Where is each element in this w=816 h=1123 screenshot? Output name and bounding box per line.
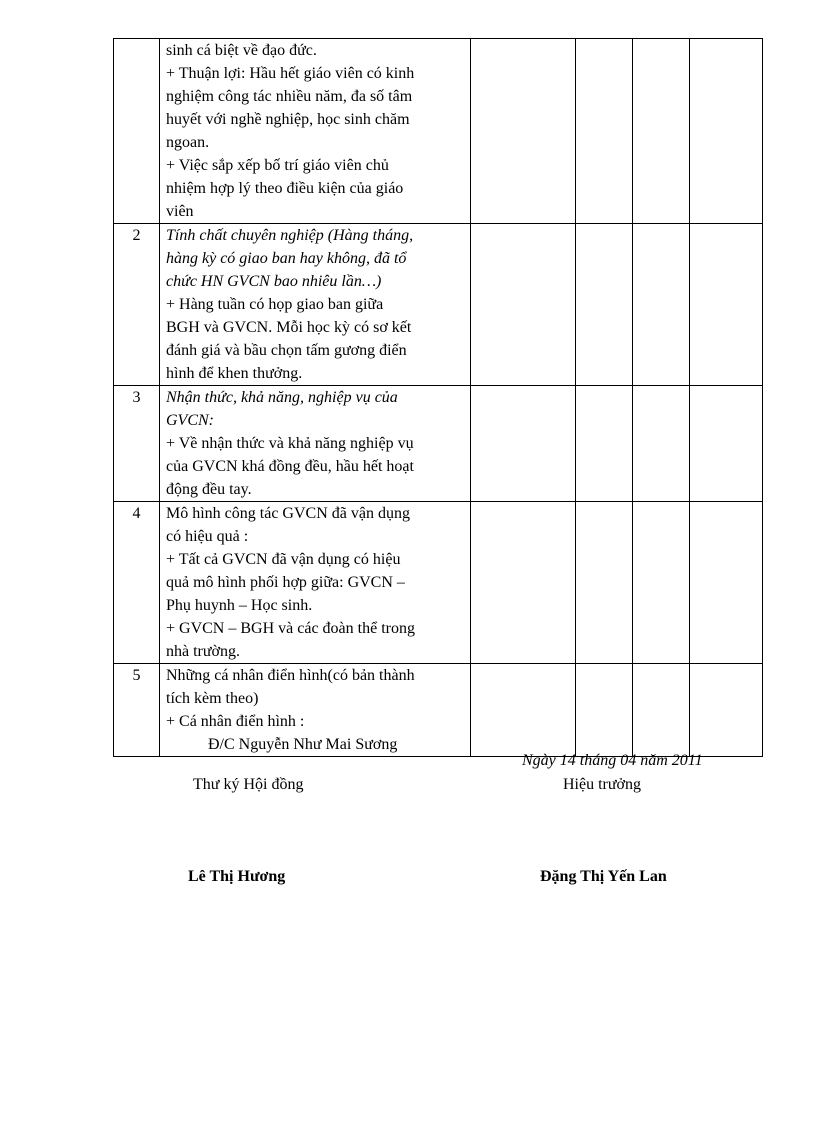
empty-cell [576, 502, 633, 664]
table-row [114, 224, 763, 386]
content-line: của GVCN khá đồng đều, hầu hết hoạt [166, 458, 414, 475]
content-line: Mô hình công tác GVCN đã vận dụng [166, 505, 410, 522]
empty-cell [633, 502, 690, 664]
content-line: nhiệm hợp lý theo điều kiện của giáo [166, 180, 404, 197]
content-line: Đ/C Nguyễn Như Mai Sương [208, 736, 398, 753]
table-row [114, 39, 763, 224]
empty-cell [471, 224, 576, 386]
empty-cell [471, 502, 576, 664]
row-number [114, 39, 160, 224]
row-content [160, 224, 471, 386]
content-line: có hiệu quả : [166, 528, 249, 545]
empty-cell [633, 224, 690, 386]
content-line: nghiệm công tác nhiều năm, đa số tâm [166, 88, 413, 105]
empty-cell [576, 386, 633, 502]
table-row [114, 664, 763, 757]
row-number: 2 [114, 224, 160, 386]
row-content [160, 502, 471, 664]
content-line: + Tất cả GVCN đã vận dụng có hiệu [166, 551, 401, 568]
content-line: tích kèm theo) [166, 690, 259, 707]
empty-cell [576, 664, 633, 757]
principal-title: Hiệu trưởng [563, 776, 642, 793]
empty-cell [471, 386, 576, 502]
content-line: GVCN: [166, 412, 214, 429]
row-number: 5 [114, 664, 160, 757]
content-line: đánh giá và bầu chọn tấm gương điển [166, 342, 407, 359]
empty-cell [690, 664, 763, 757]
content-line: động đều tay. [166, 481, 252, 498]
content-line: nhà trường. [166, 643, 241, 660]
row-content [160, 664, 471, 757]
content-line: quả mô hình phối hợp giữa: GVCN – [166, 574, 405, 591]
empty-cell [690, 502, 763, 664]
evaluation-table [113, 38, 763, 757]
content-line: Nhận thức, khả năng, nghiệp vụ của [166, 389, 398, 406]
row-number: 3 [114, 386, 160, 502]
content-line: sinh cá biệt về đạo đức. [166, 42, 317, 59]
empty-cell [471, 39, 576, 224]
content-line: Những cá nhân điển hình(có bản thành [166, 667, 415, 684]
empty-cell [690, 39, 763, 224]
row-number: 4 [114, 502, 160, 664]
secretary-name: Lê Thị Hương [188, 868, 286, 885]
content-line: huyết với nghề nghiệp, học sinh chăm [166, 111, 410, 128]
content-line: + Hàng tuần có họp giao ban giữa [166, 296, 384, 313]
content-line: + GVCN – BGH và các đoàn thể trong [166, 620, 415, 637]
row-content [160, 386, 471, 502]
table-row [114, 386, 763, 502]
content-line: chức HN GVCN bao nhiêu lần…) [166, 273, 382, 290]
content-line: Tính chất chuyên nghiệp (Hàng tháng, [166, 227, 414, 244]
empty-cell [576, 224, 633, 386]
empty-cell [576, 39, 633, 224]
content-line: + Cá nhân điển hình : [166, 713, 305, 730]
row-content [160, 39, 471, 224]
content-line: hàng kỳ có giao ban hay không, đã tổ [166, 250, 407, 267]
content-line: hình để khen thưởng. [166, 365, 303, 382]
empty-cell [633, 39, 690, 224]
content-line: Phụ huynh – Học sinh. [166, 597, 313, 614]
table-row [114, 502, 763, 664]
content-line: viên [166, 203, 194, 220]
empty-cell [690, 224, 763, 386]
empty-cell [471, 664, 576, 757]
content-line: + Về nhận thức và khả năng nghiệp vụ [166, 435, 414, 452]
secretary-title: Thư ký Hội đồng [193, 776, 304, 793]
empty-cell [633, 386, 690, 502]
principal-name: Đặng Thị Yến Lan [540, 868, 667, 885]
content-line: BGH và GVCN. Mỗi học kỳ có sơ kết [166, 319, 412, 336]
content-line: + Thuận lợi: Hầu hết giáo viên có kinh [166, 65, 415, 82]
content-line: + Việc sắp xếp bố trí giáo viên chủ [166, 157, 389, 174]
empty-cell [633, 664, 690, 757]
signing-date: Ngày 14 tháng 04 năm 2011 [522, 752, 703, 769]
empty-cell [690, 386, 763, 502]
content-line: ngoan. [166, 134, 210, 151]
